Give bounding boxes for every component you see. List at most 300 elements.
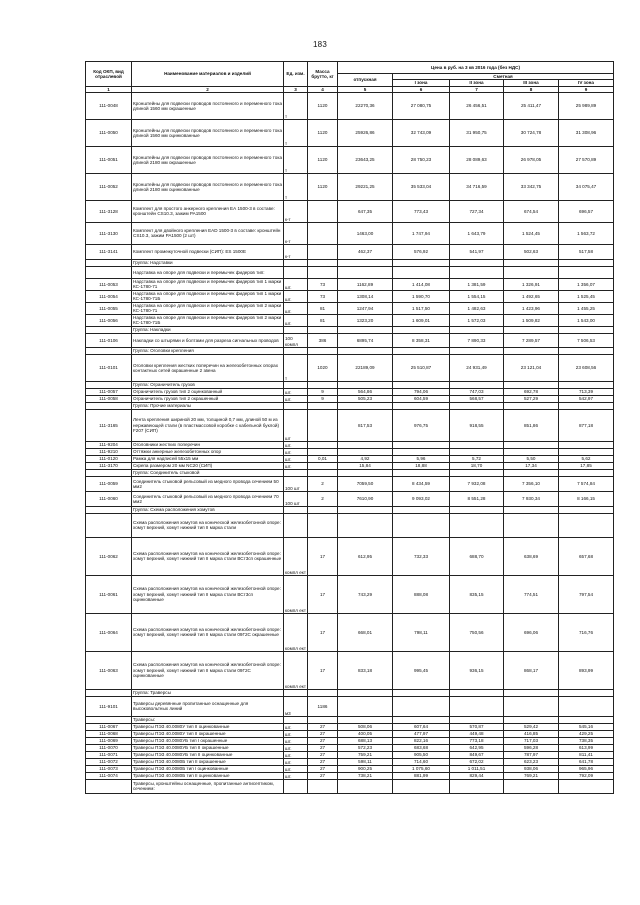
cell-zone-1: 576,92 (393, 244, 450, 259)
cell-zone-3: 674,54 (504, 200, 559, 222)
cell-release-price: 22189,09 (338, 354, 393, 381)
cell-zone-1: 1 414,08 (393, 278, 450, 290)
cell-code: 111-0055 (86, 302, 132, 314)
cell-name: Накладки со штырями и болтами для разреза сигнальных проводов (132, 333, 284, 347)
cell-code: 111-0074 (86, 772, 132, 779)
cell-name: Схема расположения хомутов на конической железобетонной опоре: хомут верхний, хомут нижний тип II марка стали (132, 513, 284, 537)
cell-empty (284, 689, 308, 696)
header-zone-3: III зона (504, 80, 559, 86)
cell-empty (450, 326, 504, 333)
cell-release-price: 833,18 (338, 651, 393, 689)
cell-name: Кронштейны для подвески проводов постоянного и переменного тока длиной 1560 мм окрашенные (132, 92, 284, 119)
cell-zone-1: 732,33 (393, 537, 450, 575)
cell-zone-1: 477,97 (393, 730, 450, 737)
cell-code (86, 779, 132, 793)
table-row (86, 476, 614, 491)
cell-zone-4: 31 308,96 (559, 119, 614, 146)
cell-release-price: 6895,74 (338, 333, 393, 347)
cell-unit: шт. (284, 723, 308, 730)
cell-zone-2: 688,70 (450, 537, 504, 575)
cell-zone-3: 1 326,91 (504, 278, 559, 290)
cell-zone-1 (393, 696, 450, 716)
cell-zone-3: 868,17 (504, 651, 559, 689)
cell-code: 111-3141 (86, 244, 132, 259)
cell-zone-3: 638,69 (504, 537, 559, 575)
cell-zone-2: 1 643,79 (450, 222, 504, 244)
cell-name: Траверсы ПЭЗ 40.0080УБ тип II оцинкованные (132, 751, 284, 758)
header-estimate: Сметная (393, 74, 614, 80)
cell-code (86, 266, 132, 278)
cell-zone-4: 1 563,72 (559, 222, 614, 244)
cell-name: Траверсы ПЭЗ 40.0080УБ тип I окрашенные (132, 737, 284, 744)
cell-zone-4: 613,99 (559, 744, 614, 751)
group-row (86, 402, 614, 409)
cell-empty (338, 381, 393, 388)
table-row (86, 119, 614, 146)
header-name: Наименование материалов и изделий (132, 62, 284, 87)
cell-unit: шт. (284, 758, 308, 765)
cell-empty (284, 469, 308, 476)
cell-release-price: 743,29 (338, 575, 393, 613)
group-title: Группа: Оголовки крепления (132, 347, 284, 354)
cell-empty (450, 402, 504, 409)
cell-zone-2: 1 482,63 (450, 302, 504, 314)
cell-zone-3: 5,50 (504, 455, 559, 462)
cell-empty (338, 689, 393, 696)
cell-zone-1: 25 510,87 (393, 354, 450, 381)
cell-empty (393, 506, 450, 513)
cell-zone-1: 888,08 (393, 575, 450, 613)
cell-zone-2: 18,70 (450, 462, 504, 469)
cell-unit: 100 компл (284, 333, 308, 347)
cell-name: Скрепа размером 20 мм NC20 (СИП) (132, 462, 284, 469)
cell-mass: 1020 (308, 354, 338, 381)
cell-zone-3 (504, 716, 559, 723)
cell-name: Траверсы ПЭЗ 40.0080Б тип II оцинкованные (132, 772, 284, 779)
cell-empty (559, 347, 614, 354)
table-row (86, 441, 614, 448)
cell-name: Соединитель стыковой рельсовый из медного провода сечением 70 мм2 (132, 491, 284, 506)
cell-unit: 100 шт (284, 476, 308, 491)
cell-name: Схема расположения хомутов на конической железобетонной опоре: хомут верхний, хомут нижний тип II марка стали 09Г2С оцинкованные (132, 651, 284, 689)
cell-zone-3: 7 930,34 (504, 491, 559, 506)
cell-code: 111-0073 (86, 765, 132, 772)
cell-mass: 17 (308, 537, 338, 575)
cell-code: 111-9101 (86, 696, 132, 716)
cell-zone-1: 607,64 (393, 723, 450, 730)
cell-zone-2 (450, 513, 504, 537)
cell-release-price: 29221,25 (338, 173, 393, 200)
cell-zone-2: 24 931,49 (450, 354, 504, 381)
group-title: Группа: Надставки (132, 259, 284, 266)
cell-zone-3: 851,86 (504, 409, 559, 441)
cell-zone-4: 545,16 (559, 723, 614, 730)
cell-zone-4: 23 608,56 (559, 354, 614, 381)
cell-unit: к-т (284, 222, 308, 244)
table-body (86, 92, 614, 793)
cell-unit: т (284, 173, 308, 200)
cell-unit: шт. (284, 290, 308, 302)
cell-empty (504, 259, 559, 266)
cell-zone-2: 727,34 (450, 200, 504, 222)
cell-unit: шт. (284, 441, 308, 448)
cell-empty (393, 381, 450, 388)
table-row (86, 613, 614, 651)
cell-zone-4: 1 455,25 (559, 302, 614, 314)
cell-mass (308, 200, 338, 222)
cell-zone-1: 1 590,70 (393, 290, 450, 302)
cell-zone-3: 692,78 (504, 388, 559, 395)
cell-zone-4 (559, 441, 614, 448)
cell-release-price: 1162,89 (338, 278, 393, 290)
table-row (86, 751, 614, 758)
cell-zone-4: 965,96 (559, 765, 614, 772)
cell-zone-2: 918,55 (450, 409, 504, 441)
cell-unit: шт. (284, 278, 308, 290)
cell-zone-1: 1 517,50 (393, 302, 450, 314)
cell-code: 111-0071 (86, 751, 132, 758)
cell-code: 111-0120 (86, 455, 132, 462)
cell-unit: шт. (284, 302, 308, 314)
cell-zone-2: 26 456,51 (450, 92, 504, 119)
cell-zone-1: 798,11 (393, 613, 450, 651)
cell-zone-2: 672,02 (450, 758, 504, 765)
cell-empty (393, 326, 450, 333)
cell-mass: 27 (308, 772, 338, 779)
cell-mass: 17 (308, 575, 338, 613)
cell-zone-2: 570,87 (450, 723, 504, 730)
group-title: Группа: Прочие материалы (132, 402, 284, 409)
cell-unit: 100 шт (284, 491, 308, 506)
cell-zone-3: 30 724,78 (504, 119, 559, 146)
cell-empty (308, 381, 338, 388)
cell-zone-2: 31 950,75 (450, 119, 504, 146)
cell-zone-3: 696,06 (504, 613, 559, 651)
cell-empty (338, 347, 393, 354)
group-title: Группа: Ограничитель грузов (132, 381, 284, 388)
cell-zone-4: 542,97 (559, 395, 614, 402)
cell-release-price (338, 513, 393, 537)
cell-empty (393, 402, 450, 409)
cell-name: Кронштейны для подвески проводов постоянного и переменного тока длиной 2180 мм окрашенные (132, 146, 284, 173)
cell-mass (308, 779, 338, 793)
cell-release-price: 647,35 (338, 200, 393, 222)
cell-name: Схема расположения хомутов на конической железобетонной опоре: хомут верхний, хомут нижний тип II марка стали ВСт3сп оцинкованные (132, 575, 284, 613)
cell-zone-2 (450, 441, 504, 448)
cell-empty (284, 347, 308, 354)
cell-empty (450, 469, 504, 476)
cell-mass: 27 (308, 758, 338, 765)
cell-zone-2: 568,57 (450, 395, 504, 402)
cell-code: 111-0062 (86, 537, 132, 575)
cell-zone-3: 1 492,65 (504, 290, 559, 302)
table-row (86, 173, 614, 200)
column-number: 3 (284, 86, 308, 92)
cell-zone-4: 657,68 (559, 537, 614, 575)
cell-mass (308, 409, 338, 441)
cell-zone-1: 5,96 (393, 455, 450, 462)
cell-zone-4: 738,35 (559, 737, 614, 744)
cell-unit: шт. (284, 772, 308, 779)
group-title: Группа: Траверсы (132, 689, 284, 696)
cell-unit: т (284, 119, 308, 146)
cell-code: 111-0106 (86, 333, 132, 347)
cell-unit: компл ект (284, 537, 308, 575)
cell-zone-4 (559, 448, 614, 455)
cell-code: 111-0069 (86, 737, 132, 744)
table-row (86, 491, 614, 506)
cell-zone-4: 429,25 (559, 730, 614, 737)
cell-mass: 27 (308, 765, 338, 772)
cell-release-price: 23643,25 (338, 146, 393, 173)
cell-unit: т (284, 354, 308, 381)
table-row (86, 200, 614, 222)
cell-code: 111-0051 (86, 146, 132, 173)
cell-code (86, 506, 132, 513)
cell-name: Траверсы деревянные пропитанные оснащенные для высоковольтных линий (132, 696, 284, 716)
cell-name: Траверсы ПЭЗ 40.0080У тип II оцинкованные (132, 723, 284, 730)
cell-zone-3 (504, 513, 559, 537)
cell-mass: 17 (308, 651, 338, 689)
cell-mass: 386 (308, 333, 338, 347)
cell-zone-4: 696,57 (559, 200, 614, 222)
table-row (86, 455, 614, 462)
table-row (86, 765, 614, 772)
cell-empty (393, 259, 450, 266)
cell-release-price (338, 441, 393, 448)
table-row (86, 395, 614, 402)
cell-zone-3: 717,03 (504, 737, 559, 744)
cell-code (86, 347, 132, 354)
header-zone-1: I зона (393, 80, 450, 86)
cell-zone-3: 23 121,04 (504, 354, 559, 381)
cell-empty (338, 259, 393, 266)
cell-zone-4: 792,09 (559, 772, 614, 779)
group-title: Группа: Соединитель стыковой (132, 469, 284, 476)
cell-empty (393, 689, 450, 696)
cell-unit: шт. (284, 314, 308, 326)
column-number: 2 (132, 86, 284, 92)
cell-mass: 81 (308, 314, 338, 326)
cell-code: 111-0060 (86, 491, 132, 506)
cell-empty (308, 689, 338, 696)
cell-zone-2: 7 932,08 (450, 476, 504, 491)
header-zone-2: II зона (450, 80, 504, 86)
table-row (86, 222, 614, 244)
cell-release-price: 1247,94 (338, 302, 393, 314)
cell-release-price: 900,25 (338, 765, 393, 772)
cell-empty (504, 402, 559, 409)
cell-mass: 27 (308, 744, 338, 751)
cell-zone-4 (559, 716, 614, 723)
cell-zone-4 (559, 696, 614, 716)
cell-empty (308, 469, 338, 476)
cell-name: Лента крепления шириной 20 мм, толщиной 0,7 мм, длиной 50 м из нержавеющей стали (в пластмассовой коробке с кабельной буклой) F207 (СИП) (132, 409, 284, 441)
cell-unit (284, 716, 308, 723)
cell-zone-3: 33 342,75 (504, 173, 559, 200)
cell-release-price: 759,21 (338, 751, 393, 758)
cell-empty (450, 347, 504, 354)
table-row (86, 146, 614, 173)
cell-code: 111-0064 (86, 613, 132, 651)
cell-zone-1: 794,06 (393, 388, 450, 395)
cell-code (86, 716, 132, 723)
cell-empty (504, 469, 559, 476)
cell-empty (504, 381, 559, 388)
cell-zone-1: 604,59 (393, 395, 450, 402)
cell-name: Оттяжки анкерные железобетонных опор (132, 448, 284, 455)
cell-zone-4: 716,76 (559, 613, 614, 651)
cell-zone-1: 8 358,31 (393, 333, 450, 347)
cell-zone-3: 596,28 (504, 744, 559, 751)
table-row (86, 290, 614, 302)
cell-name: Комплект для двойного крепления EAD 1500-3 в составе: кронштейн CS10.3, зажим PA1500 (2 шт) (132, 222, 284, 244)
cell-release-price: 1463,00 (338, 222, 393, 244)
cell-unit: шт. (284, 765, 308, 772)
cell-empty (504, 506, 559, 513)
cell-zone-1: 976,75 (393, 409, 450, 441)
column-number: 1 (86, 86, 132, 92)
cell-code: 111-0050 (86, 119, 132, 146)
cell-zone-3: 416,85 (504, 730, 559, 737)
cell-code: 111-0048 (86, 92, 132, 119)
cell-empty (559, 326, 614, 333)
price-table (85, 61, 614, 794)
cell-name: Схема расположения хомутов на конической железобетонной опоре: хомут верхний, хомут нижний тип II марка стали ВСт3сп окрашенные (132, 537, 284, 575)
header-mass: Масса брутто, кг (308, 62, 338, 87)
cell-mass: 27 (308, 723, 338, 730)
cell-mass (308, 266, 338, 278)
cell-release-price: 688,13 (338, 737, 393, 744)
cell-unit: шт. (284, 744, 308, 751)
cell-release-price: 4,92 (338, 455, 393, 462)
column-number: 8 (504, 86, 559, 92)
cell-zone-4: 1 543,00 (559, 314, 614, 326)
cell-code (86, 689, 132, 696)
cell-mass: 9 (308, 395, 338, 402)
cell-release-price: 612,95 (338, 537, 393, 575)
cell-zone-3: 769,21 (504, 772, 559, 779)
cell-zone-3: 25 411,47 (504, 92, 559, 119)
cell-empty (338, 402, 393, 409)
cell-zone-4: 1 356,07 (559, 278, 614, 290)
cell-name: Соединитель стыковой рельсовый из медного провода сечением 50 мм2 (132, 476, 284, 491)
cell-empty (504, 689, 559, 696)
cell-name: Комплект для простого анкерного крепления ЕА 1500-3 в составе: кронштейн CS10.3, зажим PA1500 (132, 200, 284, 222)
cell-zone-3: 1 509,82 (504, 314, 559, 326)
cell-mass: 0,01 (308, 455, 338, 462)
cell-empty (308, 347, 338, 354)
cell-empty (308, 259, 338, 266)
cell-unit: шт. (284, 737, 308, 744)
cell-zone-3: 623,23 (504, 758, 559, 765)
cell-zone-1: 905,50 (393, 751, 450, 758)
cell-zone-2: 642,95 (450, 744, 504, 751)
cell-code: 111-0059 (86, 476, 132, 491)
table-row (86, 779, 614, 793)
cell-unit: к-т (284, 244, 308, 259)
cell-code: 111-9204 (86, 441, 132, 448)
header-zone-4: IV зона (559, 80, 614, 86)
cell-zone-3: 7 289,57 (504, 333, 559, 347)
cell-zone-2: 750,56 (450, 613, 504, 651)
cell-zone-4: 27 570,89 (559, 146, 614, 173)
cell-zone-4: 25 989,89 (559, 92, 614, 119)
cell-unit: шт. (284, 388, 308, 395)
cell-release-price: 564,86 (338, 388, 393, 395)
cell-zone-1: 773,43 (393, 200, 450, 222)
cell-unit: т (284, 92, 308, 119)
cell-zone-4: 517,58 (559, 244, 614, 259)
cell-zone-2: 1 011,51 (450, 765, 504, 772)
table-row (86, 333, 614, 347)
cell-zone-1: 8 434,59 (393, 476, 450, 491)
cell-name: Траверсы ПЭЗ 40.0080Б тип I оцинкованные (132, 765, 284, 772)
cell-unit: шт. (284, 448, 308, 455)
cell-release-price: 505,23 (338, 395, 393, 402)
cell-zone-4: 7 506,53 (559, 333, 614, 347)
group-row (86, 347, 614, 354)
cell-name: Траверсы ПЭЗ 40.0080У тип II окрашенные (132, 730, 284, 737)
cell-zone-2: 849,67 (450, 751, 504, 758)
cell-mass (308, 513, 338, 537)
cell-name: Кронштейны для подвески проводов постоянного и переменного тока длиной 1560 мм оцинкованные (132, 119, 284, 146)
cell-mass: 17 (308, 613, 338, 651)
cell-empty (393, 469, 450, 476)
cell-name: Схема расположения хомутов на конической железобетонной опоре: хомут верхний, хомут нижний тип II марка стали 09Г2С окрашенные (132, 613, 284, 651)
cell-zone-1: 27 080,75 (393, 92, 450, 119)
table-row (86, 737, 614, 744)
cell-name: Надставка на опоре для подвески и перемычек фидеров тип 2 марки КС-1780-71Б (132, 314, 284, 326)
cell-empty (393, 347, 450, 354)
header-release: отпускная (338, 74, 393, 87)
cell-unit (284, 779, 308, 793)
cell-empty (450, 689, 504, 696)
cell-name: Рамка для надписей 55х15 мм (132, 455, 284, 462)
cell-zone-2: 835,15 (450, 575, 504, 613)
cell-release-price (338, 266, 393, 278)
table-row (86, 462, 614, 469)
table-row (86, 278, 614, 290)
cell-zone-1: 9 093,02 (393, 491, 450, 506)
cell-zone-4: 34 075,47 (559, 173, 614, 200)
cell-unit: компл ект (284, 575, 308, 613)
table-row (86, 314, 614, 326)
cell-mass: 9 (308, 388, 338, 395)
cell-zone-1: 714,60 (393, 758, 450, 765)
cell-mass: 27 (308, 730, 338, 737)
cell-zone-1: 32 743,09 (393, 119, 450, 146)
cell-unit: шт (284, 409, 308, 441)
cell-empty (450, 259, 504, 266)
cell-zone-3 (504, 441, 559, 448)
cell-zone-4: 17,85 (559, 462, 614, 469)
column-number: 9 (559, 86, 614, 92)
cell-code: 111-0057 (86, 388, 132, 395)
cell-name: Надставка на опоре для подвески и перемычек фидеров тип 2 марки КС-1780-71 (132, 302, 284, 314)
cell-code: 111-3128 (86, 200, 132, 222)
cell-unit: шт. (284, 455, 308, 462)
cell-zone-2 (450, 779, 504, 793)
cell-code: 111-3165 (86, 409, 132, 441)
cell-zone-4: 811,41 (559, 751, 614, 758)
table-row (86, 244, 614, 259)
table-row (86, 409, 614, 441)
cell-zone-3: 787,97 (504, 751, 559, 758)
group-row (86, 381, 614, 388)
cell-code: 111-3170 (86, 462, 132, 469)
table-row (86, 537, 614, 575)
